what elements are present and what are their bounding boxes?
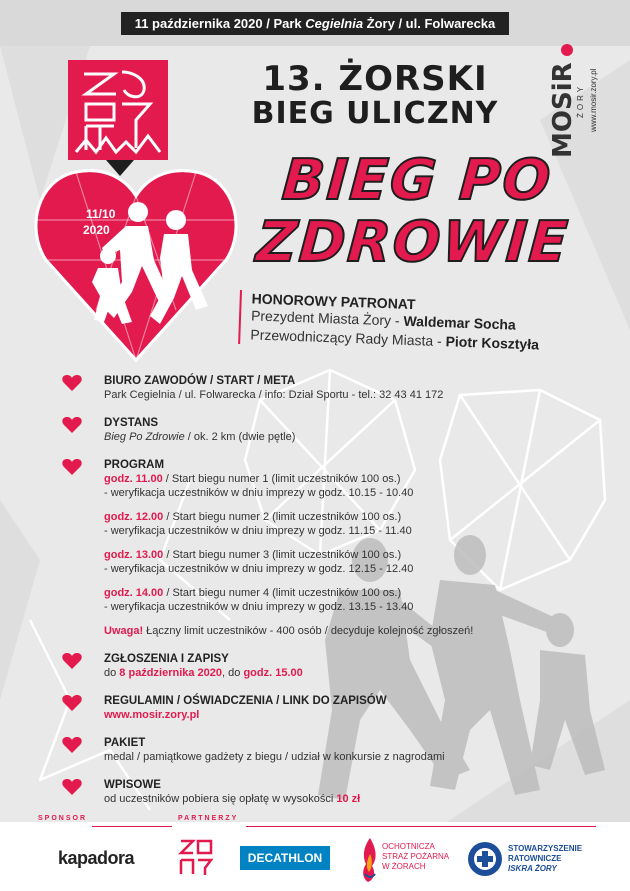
info-content (60, 374, 520, 820)
section-dystans (60, 416, 520, 444)
section-text: Park Cegielnia / ul. Folwarecka / info: Dział Sportu - tel.: 32 43 41 172 (104, 389, 444, 401)
section-heading: REGULAMIN / OŚWIADCZENIA / LINK DO ZAPISÓW (104, 695, 387, 707)
section-heading: DYSTANS (104, 417, 159, 429)
osp-zory-logo: OCHOTNICZA STRAŻ POŻARNA W ŻORACH (360, 836, 460, 884)
patronage-line1: Prezydent Miasta Żory - Waldemar Socha (250, 307, 517, 333)
section-heading: WPISOWE (104, 779, 161, 791)
kapadora-logo: kapadora (58, 848, 135, 868)
section-heading: ZGŁOSZENIA I ZAPISY (104, 653, 229, 665)
rescue-cross-icon (466, 840, 504, 878)
heart-bullet-icon (62, 374, 82, 392)
heart-bullet-icon (62, 416, 82, 434)
heart-bullet-icon (62, 778, 82, 796)
program-item: godz. 12.00 / Start biegu numer 2 (limit uczestników 100 os.) - weryfikacja uczestników w dniu imprezy w godz. 11.15 - 11.40 (104, 511, 412, 537)
mosir-sun-icon (561, 44, 573, 56)
program-item: godz. 11.00 / Start biegu numer 1 (limit uczestników 100 os.) - weryfikacja uczestników w dniu imprezy w godz. 10.15 - 10.40 (104, 473, 414, 499)
section-text: Bieg Po Zdrowie / ok. 2 km (dwie pętle) (104, 431, 296, 443)
heart-bullet-icon (62, 652, 82, 670)
patronage-heading: HONOROWY PATRONAT (251, 290, 416, 313)
mosir-logo (533, 40, 583, 160)
event-title-line2: BIEG ULICZNY (251, 96, 499, 131)
section-heading: BIURO ZAWODÓW / START / META (104, 375, 296, 387)
program-warning: Uwaga! Łączny limit uczestników - 400 osób / decyduje kolejność zgłoszeń! (104, 625, 474, 637)
section-zgloszenia (60, 652, 520, 680)
section-program (60, 458, 520, 638)
mosir-logo-sub: ŻORY (576, 83, 585, 118)
event-title (225, 60, 525, 130)
main-title-line1: BIEG PO (279, 148, 555, 213)
section-biuro (60, 374, 520, 402)
zory-partner-logo-icon (178, 838, 214, 878)
medal-date-line1: 11/10 (86, 207, 116, 221)
heart-bullet-icon (62, 736, 82, 754)
mosir-logo-text: MOSiR (548, 62, 578, 158)
section-text: do 8 października 2020, do godz. 15.00 (104, 667, 303, 679)
date-location-strip (121, 12, 510, 35)
section-wpisowe (60, 778, 520, 806)
registration-link[interactable]: www.mosir.zory.pl (104, 709, 200, 721)
heart-bullet-icon (62, 458, 82, 476)
main-title (241, 150, 590, 274)
partners-divider (246, 826, 596, 827)
sponsor-label: SPONSOR (38, 815, 88, 822)
partners-label: PARTNERZY (178, 815, 239, 822)
main-title-line2: ZDROWIE (254, 210, 572, 275)
patronage-line2: Przewodniczący Rady Miasta - Piotr Kosztyła (250, 326, 540, 353)
flame-icon (360, 836, 380, 884)
program-item: godz. 13.00 / Start biegu numer 3 (limit uczestników 100 os.) - weryfikacja uczestników w dniu imprezy w godz. 12.15 - 12.40 (104, 549, 414, 575)
date-location-suffix: Żory / ul. Folwarecka (363, 15, 496, 31)
section-regulamin (60, 694, 520, 722)
heart-bullet-icon (62, 694, 82, 712)
medal-date-line2: 2020 (83, 223, 110, 237)
section-text: od uczestników pobiera się opłatę w wysokości 10 zł (104, 793, 361, 805)
iskra-rescue-logo: STOWARZYSZENIE RATOWNICZE ISKRA ŻORY (466, 836, 606, 884)
mosir-url: www.mosir.zory.pl (589, 68, 598, 132)
section-heading: PROGRAM (104, 459, 165, 471)
section-heading: PAKIET (104, 737, 146, 749)
event-title-line1: 13. ŻORSKI (262, 59, 488, 99)
sponsor-divider (92, 826, 172, 827)
decathlon-logo: DECATHLON (240, 846, 330, 870)
section-pakiet (60, 736, 520, 764)
date-location-italic: Cegielnia (305, 15, 364, 31)
date-location-prefix: 11 października 2020 / Park (134, 15, 306, 31)
program-item: godz. 14.00 / Start biegu numer 4 (limit uczestników 100 os.) - weryfikacja uczestników w dniu imprezy w godz. 13.15 - 13.40 (104, 587, 414, 613)
medal-graphic (36, 60, 236, 365)
section-text: medal / pamiątkowe gadżety z biegu / udział w konkursie z nagrodami (104, 751, 445, 763)
